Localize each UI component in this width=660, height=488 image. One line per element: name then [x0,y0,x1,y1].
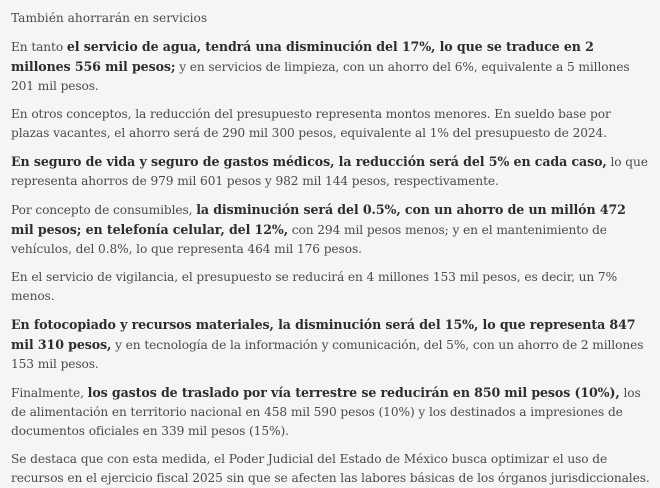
paragraph-agua-limpieza [11,37,650,96]
bold-segment: el servicio de agua, tendrá una disminución del 17%, lo que se traduce en 2 millones 556 mil pesos; [11,39,594,74]
paragraph-traslado [11,383,650,441]
text-segment: y en tecnología de la información y comunicación, del 5%, con un ahorro de 2 millones 153 mil pesos. [11,338,644,371]
text-segment: y en servicios de limpieza, con un ahorro del 6%, equivalente a 5 millones 201 mil pesos. [11,60,630,93]
text-segment: En el servicio de vigilancia, el presupuesto se reducirá en 4 millones 153 mil pesos, es decir, un 7% menos. [11,270,618,303]
section-subheading: También ahorrarán en servicios [11,11,208,25]
text-segment: En otros conceptos, la reducción del presupuesto representa montos menores. En sueldo base por plazas vacantes, el ahorro será de 290 mil 300 pesos, equivalente al 1% del presupuesto de 2024. [11,107,611,140]
text-segment: los de alimentación en territorio nacional en 458 mil 590 pesos (10%) y los destinados a impresiones de documentos oficiales en 339 mil pesos (15%). [11,386,641,438]
text-segment: con 294 mil pesos menos; y en el mantenimiento de vehículos, del 0.8%, lo que representa 464 mil 176 pesos. [11,223,607,256]
paragraph-conclusion [11,450,650,488]
bold-segment: En fotocopiado y recursos materiales, la disminución será del 15%, lo que representa 847 mil 310 pesos, [11,317,636,352]
paragraph-consumibles [11,200,650,259]
text-segment: En tanto [11,40,67,54]
bold-segment: la disminución será del 0.5%, con un ahorro de un millón 472 mil pesos; en telefonía celular, del 12%, [11,202,626,237]
bold-segment: los gastos de traslado por vía terrestre se reducirán en 850 mil pesos (10%), [87,385,620,400]
paragraph-fotocopiado [11,315,650,374]
paragraph-vigilancia [11,268,650,306]
paragraph-seguros [11,152,650,191]
text-segment: Por concepto de consumibles, [11,203,197,217]
text-segment: lo que representa ahorros de 979 mil 601 pesos y 982 mil 144 pesos, respectivamente. [11,155,648,188]
text-segment: Se destaca que con esta medida, el Poder Judicial del Estado de México busca optimizar el uso de recursos en el ejercicio fiscal 2025 sin que se afecten las labores básicas de los órganos jurisdiccionales. [11,452,650,485]
paragraph-otros-conceptos [11,105,650,143]
bold-segment: En seguro de vida y seguro de gastos médicos, la reducción será del 5% en cada caso, [11,154,607,169]
text-segment: Finalmente, [11,386,88,400]
